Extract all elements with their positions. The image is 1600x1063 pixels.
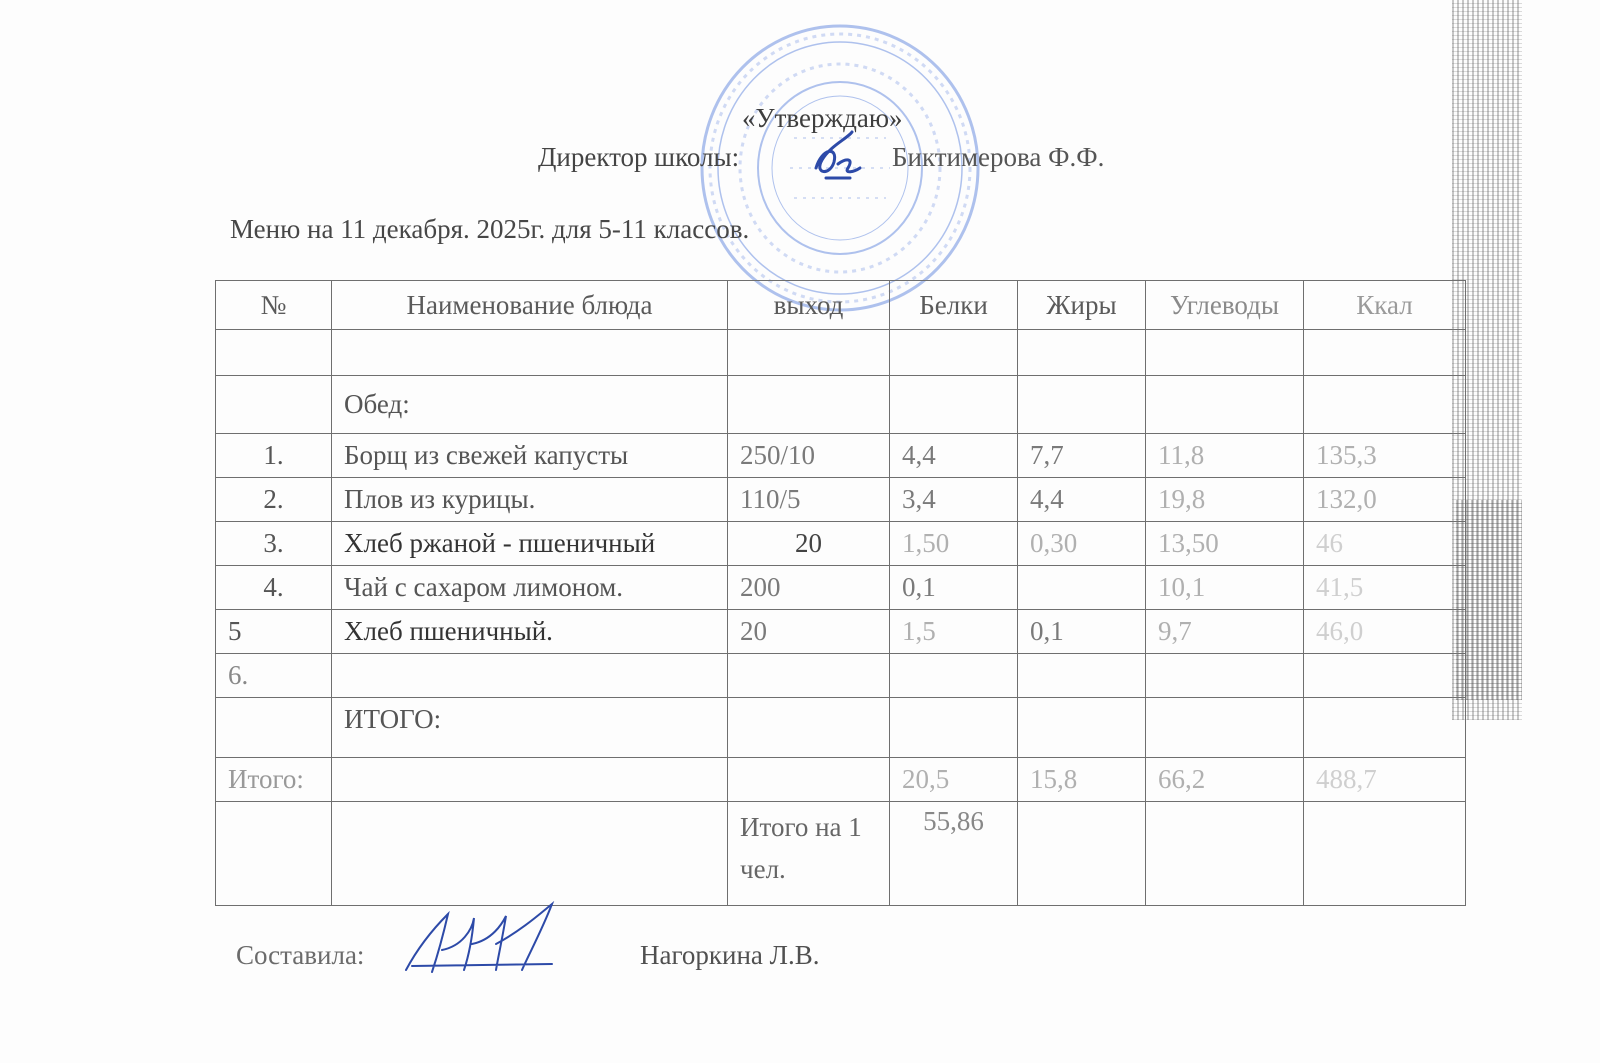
dish-carbs: 11,8 bbox=[1146, 434, 1304, 478]
total-protein: 20,5 bbox=[890, 758, 1018, 802]
col-header-output: выход bbox=[728, 281, 890, 330]
dish-name: Хлеб ржаной - пшеничный bbox=[332, 522, 728, 566]
dish-fat: 7,7 bbox=[1018, 434, 1146, 478]
composer-signature bbox=[402, 900, 562, 980]
col-header-number: № bbox=[216, 281, 332, 330]
col-header-dish-name: Наименование блюда bbox=[332, 281, 728, 330]
dish-fat: 4,4 bbox=[1018, 478, 1146, 522]
dish-carbs: 10,1 bbox=[1146, 566, 1304, 610]
menu-table bbox=[215, 280, 1466, 906]
itogo-caps-label: ИТОГО: bbox=[332, 698, 728, 758]
table-row bbox=[216, 566, 1466, 610]
total-fat: 15,8 bbox=[1018, 758, 1146, 802]
table-row-itogo-caps bbox=[216, 698, 1466, 758]
table-header-row bbox=[216, 281, 1466, 330]
dish-output: 20 bbox=[728, 610, 890, 654]
row-number: 2. bbox=[216, 478, 332, 522]
composed-by-name: Нагоркина Л.В. bbox=[640, 940, 820, 970]
dish-carbs bbox=[1146, 654, 1304, 698]
dish-carbs: 13,50 bbox=[1146, 522, 1304, 566]
row-number: 5 bbox=[216, 610, 332, 654]
dish-protein: 0,1 bbox=[890, 566, 1018, 610]
dish-output: 200 bbox=[728, 566, 890, 610]
dish-kcal: 132,0 bbox=[1304, 478, 1466, 522]
director-signature bbox=[808, 128, 868, 186]
dish-name: Чай с сахаром лимоном. bbox=[332, 566, 728, 610]
table-row bbox=[216, 434, 1466, 478]
dish-kcal: 46 bbox=[1304, 522, 1466, 566]
table-row-total bbox=[216, 758, 1466, 802]
director-name: Биктимерова Ф.Ф. bbox=[892, 142, 1105, 172]
dish-output: 110/5 bbox=[728, 478, 890, 522]
dish-fat: 0,1 bbox=[1018, 610, 1146, 654]
table-row-empty bbox=[216, 330, 1466, 376]
dish-output bbox=[728, 654, 890, 698]
table-row-section bbox=[216, 376, 1466, 434]
col-header-kcal: Ккал bbox=[1304, 281, 1466, 330]
col-header-carbs: Углеводы bbox=[1146, 281, 1304, 330]
dish-name bbox=[332, 654, 728, 698]
dish-kcal: 46,0 bbox=[1304, 610, 1466, 654]
dish-kcal bbox=[1304, 654, 1466, 698]
menu-title: Меню на 11 декабря. 2025г. для 5-11 классов. bbox=[230, 214, 750, 244]
table-row bbox=[216, 610, 1466, 654]
approve-heading: «Утверждаю» bbox=[742, 103, 903, 133]
dish-protein: 1,5 bbox=[890, 610, 1018, 654]
table-row bbox=[216, 522, 1466, 566]
dish-name: Борщ из свежей капусты bbox=[332, 434, 728, 478]
total-carbs: 66,2 bbox=[1146, 758, 1304, 802]
dish-kcal: 135,3 bbox=[1304, 434, 1466, 478]
per-person-value: 55,86 bbox=[890, 802, 1018, 906]
dish-fat: 0,30 bbox=[1018, 522, 1146, 566]
director-label: Директор школы: bbox=[538, 142, 740, 172]
col-header-fat: Жиры bbox=[1018, 281, 1146, 330]
dish-protein: 3,4 bbox=[890, 478, 1018, 522]
dish-output: 250/10 bbox=[728, 434, 890, 478]
dish-fat bbox=[1018, 654, 1146, 698]
table-row bbox=[216, 654, 1466, 698]
table-row bbox=[216, 478, 1466, 522]
dish-name: Плов из курицы. bbox=[332, 478, 728, 522]
row-number: 6. bbox=[216, 654, 332, 698]
dish-kcal: 41,5 bbox=[1304, 566, 1466, 610]
dish-protein: 4,4 bbox=[890, 434, 1018, 478]
per-person-label: Итого на 1 чел. bbox=[728, 802, 890, 906]
composed-by-label: Составила: bbox=[236, 940, 365, 970]
row-number: 3. bbox=[216, 522, 332, 566]
dish-fat bbox=[1018, 566, 1146, 610]
dish-protein bbox=[890, 654, 1018, 698]
col-header-protein: Белки bbox=[890, 281, 1018, 330]
dish-name: Хлеб пшеничный. bbox=[332, 610, 728, 654]
row-number: 1. bbox=[216, 434, 332, 478]
total-label: Итого: bbox=[216, 758, 332, 802]
row-number: 4. bbox=[216, 566, 332, 610]
dish-carbs: 9,7 bbox=[1146, 610, 1304, 654]
section-label-lunch: Обед: bbox=[332, 376, 728, 434]
dish-output: 20 bbox=[728, 522, 890, 566]
dish-protein: 1,50 bbox=[890, 522, 1018, 566]
table-row-per-person bbox=[216, 802, 1466, 906]
total-kcal: 488,7 bbox=[1304, 758, 1466, 802]
dish-carbs: 19,8 bbox=[1146, 478, 1304, 522]
